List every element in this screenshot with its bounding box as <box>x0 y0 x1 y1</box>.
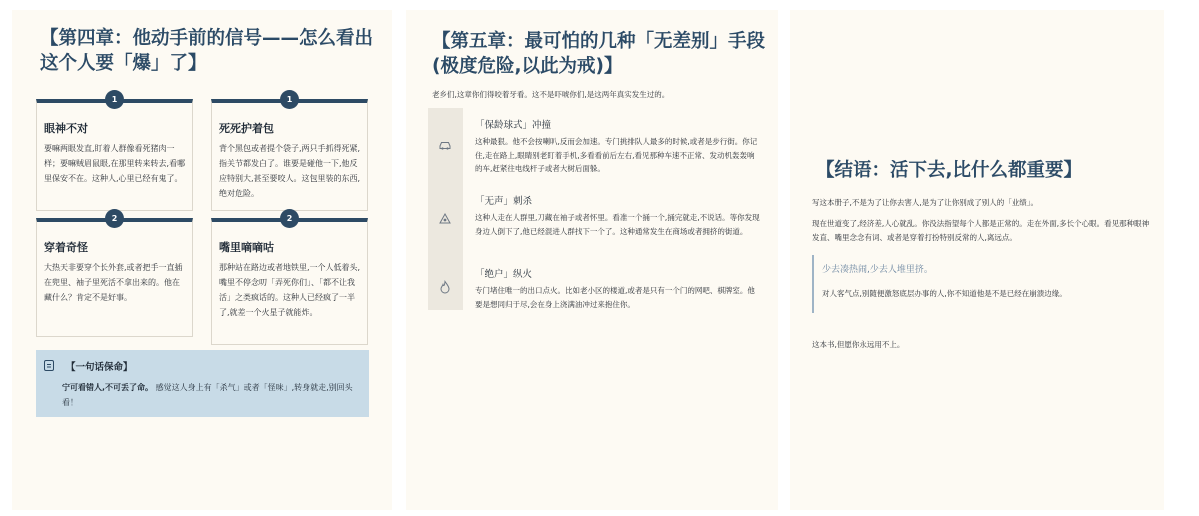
card-text: 大热天非要穿个长外套,或者把手一直插在兜里、袖子里死活不拿出来的。他在藏什么？肯定不是好事。 <box>44 263 183 302</box>
tip-text <box>62 380 362 410</box>
note-icon <box>44 360 54 371</box>
car-icon <box>438 138 452 152</box>
card-title: 嘴里嘀嘀咕 <box>219 241 274 254</box>
card-number-badge: 1 <box>105 90 124 109</box>
card-text: 那种站在路边或者地铁里,一个人低着头,嘴里不停念叨「弄死你们」、「都不让我活」之类疯话的。这种人已经疯了一半了,就差一个火星子就能炸。 <box>219 263 361 317</box>
sign-card-muttering <box>211 214 368 345</box>
conclusion-paragraph-1: 写这本册子,不是为了让你去害人,是为了让你别成了别人的「业绩」。 <box>812 198 1039 207</box>
card-number-badge: 1 <box>280 90 299 109</box>
tip-title: 【一句话保命】 <box>66 362 133 373</box>
conclusion-title: 【结语：活下去,比什么都重要】 <box>816 160 1083 181</box>
knife-icon <box>438 212 452 226</box>
tip-body-text: 感觉这人身上有「杀气」或者「怪味」,转身就走,别回头看！ <box>62 383 353 407</box>
page-conclusion <box>790 10 1164 510</box>
card-number-badge: 2 <box>280 209 299 228</box>
card-number-badge: 2 <box>105 209 124 228</box>
quote-bar <box>812 255 814 313</box>
tip-bold-text: 宁可看错人,不可丢了命。 <box>62 383 154 392</box>
item-text: 这种最狠。他不会按喇叭,反而会加速。专门挑排队人最多的时候,或者是步行街。你记住,走在路上,眼睛别老盯着手机,多看看前后左右,看见那种车速不正常、发动机轰轰响的车,赶紧往电线杆子或者大树后面躲。 <box>475 137 758 173</box>
card-text: 背个黑包或者提个袋子,两只手抓得死紧,指关节都发白了。谁要是碰他一下,他反应特别大,甚至要咬人。这包里装的东西,绝对危险。 <box>219 144 361 198</box>
sign-card-bag <box>211 95 368 211</box>
sign-card-eyes <box>36 95 193 211</box>
fire-icon <box>438 280 452 294</box>
item-title: 「无声」刺杀 <box>475 196 533 207</box>
chapter-intro: 老乡们,这章你们得咬着牙看。这不是吓唬你们,是这两年真实发生过的。 <box>432 90 670 99</box>
page-chapter-4 <box>12 10 392 510</box>
conclusion-paragraph-2: 现在世道变了,经济差,人心就乱。你没法指望每个人都是正常的。走在外面,多长个心眼。看见那种眼神发直、嘴里念念有词、或者是穿着打扮特别反常的人,离远点。 <box>812 219 1150 242</box>
item-title: 「保龄球式」冲撞 <box>475 120 552 131</box>
quote-line: 少去凑热闹,少去人堆里挤。 <box>822 265 933 275</box>
item-text: 这种人走在人群里,刀藏在袖子或者怀里。看准一个捅一个,捅完就走,不说话。等你发现身边人倒下了,他已经混进人群找下一个了。这种通常发生在商场或者拥挤的街道。 <box>475 213 760 236</box>
item-text: 专门堵住唯一的出口点火。比如老小区的楼道,或者是只有一个门的网吧、棋牌室。他要是想同归于尽,会在身上浇满油冲过来抱住你。 <box>475 286 755 309</box>
item-title: 「绝户」纵火 <box>475 269 533 280</box>
card-title: 死死护着包 <box>219 122 274 135</box>
quote-text: 对人客气点,别随便激怒底层办事的人,你不知道他是不是已经在崩溃边缘。 <box>822 289 1067 298</box>
danger-item-vehicle <box>428 108 758 182</box>
danger-item-arson <box>428 258 758 310</box>
card-text: 要嘛两眼发直,盯着人群像看死猪肉一样；要嘛贼眉鼠眼,在那里转来转去,看哪里保安不在。这种人,心里已经有鬼了。 <box>44 144 186 183</box>
sign-card-clothing <box>36 214 193 337</box>
chapter-5-title: 【第五章：最可怕的几种「无差别」手段(极度危险,以此为戒)】 <box>432 31 766 77</box>
chapter-4-title: 【第四章：他动手前的信号——怎么看出这个人要「爆」了】 <box>40 28 374 74</box>
page-chapter-5 <box>406 10 778 510</box>
card-title: 穿着奇怪 <box>44 241 88 254</box>
life-saving-tip-box <box>36 350 369 417</box>
closing-line: 这本书,但愿你永远用不上。 <box>812 340 905 349</box>
card-title: 眼神不对 <box>44 122 88 135</box>
danger-item-stabbing <box>428 182 758 258</box>
